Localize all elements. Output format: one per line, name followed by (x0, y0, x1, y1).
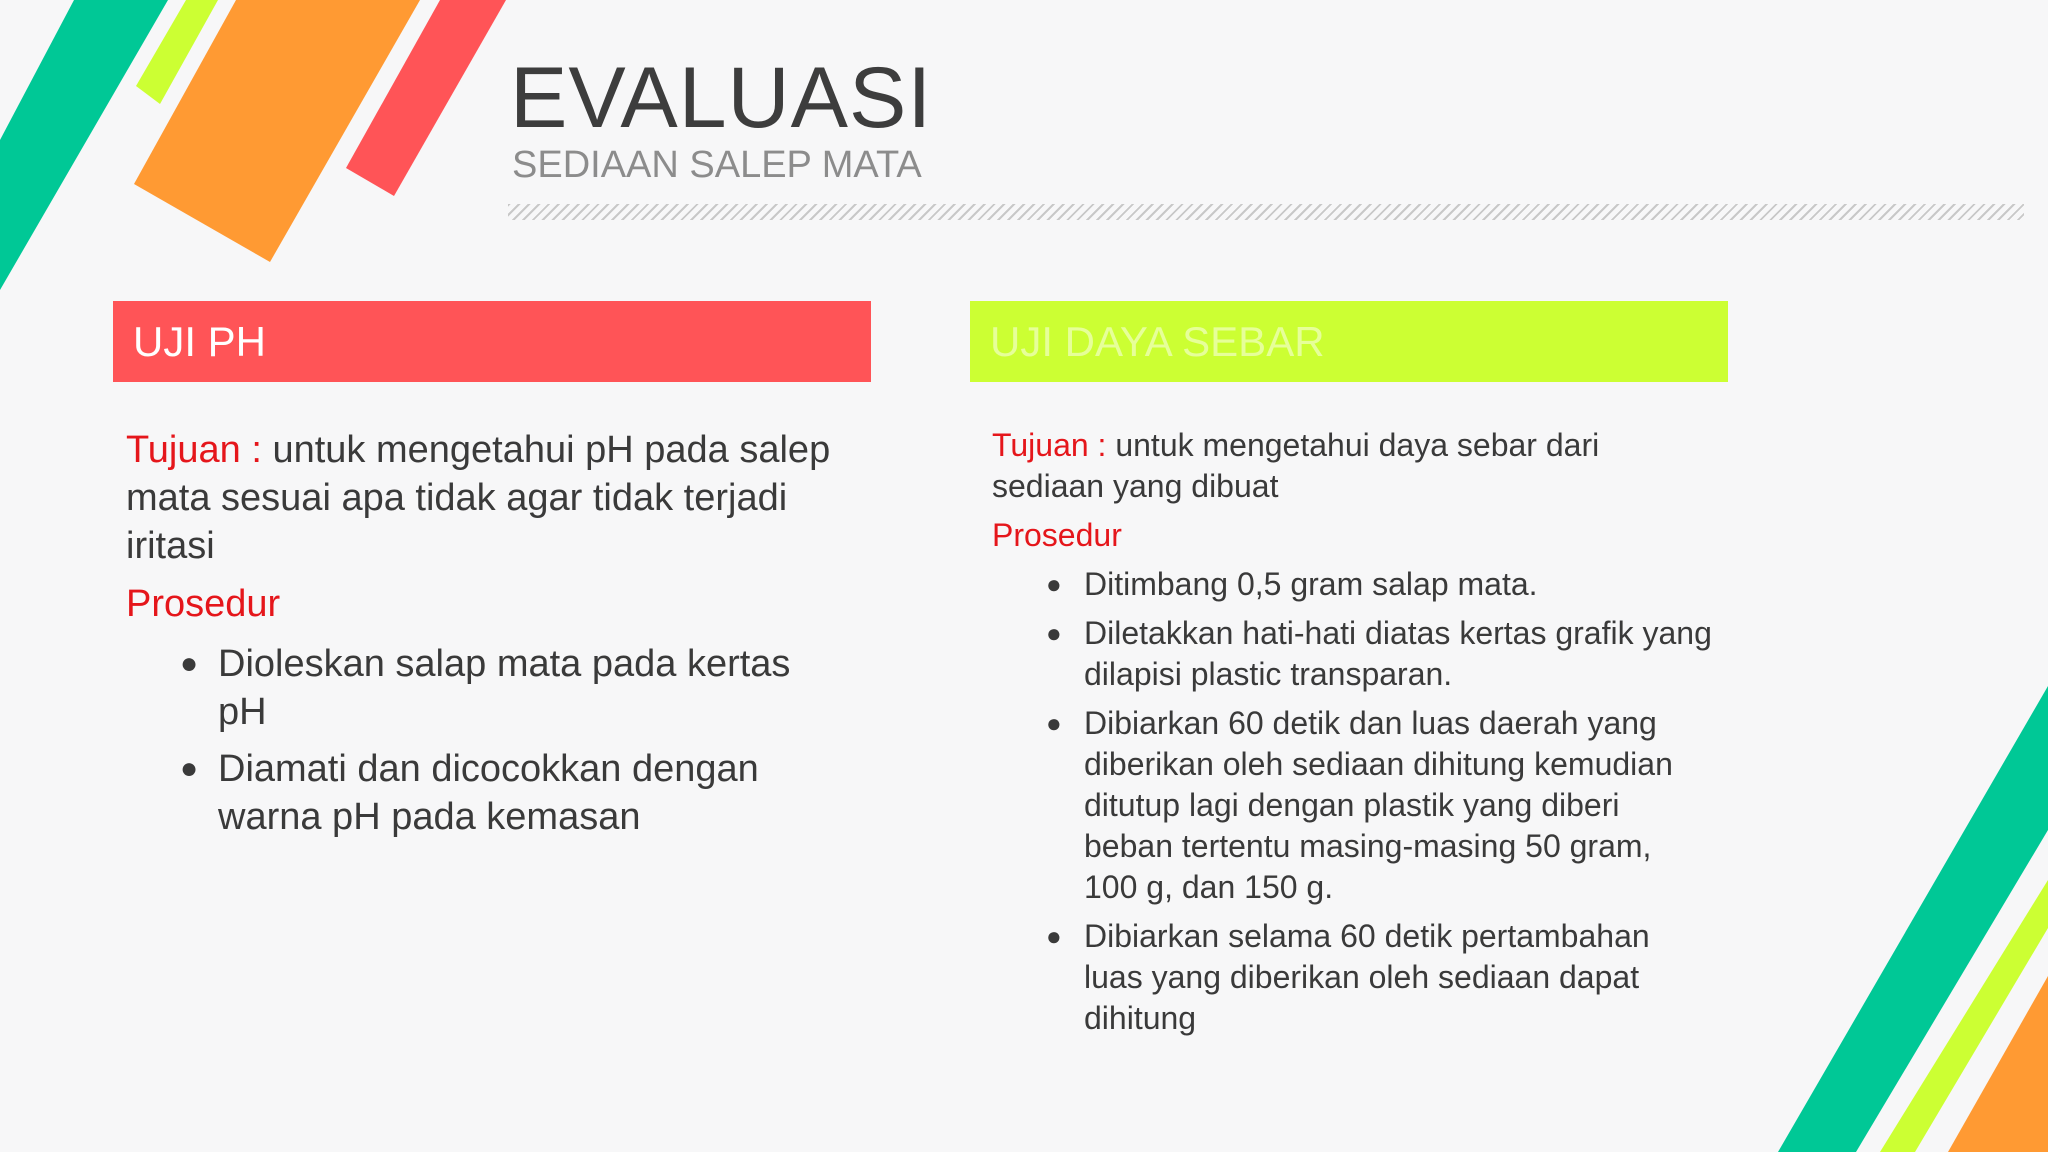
uji-ph-header: UJI PH (113, 301, 871, 382)
stripe-teal-top (0, 0, 168, 290)
list-item (992, 916, 1712, 1039)
bullet-icon: ● (1046, 708, 1062, 738)
tujuan-text: untuk mengetahui daya sebar dari sediaan yang dibuat (992, 427, 1600, 504)
prosedur-heading: Prosedur (126, 583, 281, 625)
list-item-text: Dibiarkan 60 detik dan luas daerah yang diberikan oleh sediaan dihitung kemudian ditutup lagi dengan plastik yang diberi beban tertentu masing-masing 50 gram, 100 g, dan 150 g. (1084, 705, 1673, 905)
uji-daya-sebar-content (992, 425, 1712, 1039)
prosedur-list (126, 640, 846, 841)
bullet-icon: ● (1046, 921, 1062, 951)
list-item (992, 564, 1712, 605)
prosedur-heading: Prosedur (992, 517, 1122, 553)
tujuan-paragraph (126, 426, 846, 570)
list-item-text: Diamati dan dicocokkan dengan warna pH pada kemasan (218, 748, 759, 838)
tujuan-paragraph (992, 425, 1712, 507)
bullet-icon: ● (1046, 618, 1062, 648)
tujuan-label: Tujuan : (992, 427, 1107, 463)
uji-daya-sebar-header: UJI DAYA SEBAR (970, 301, 1728, 382)
uji-ph-content (126, 426, 846, 841)
list-item-text: Dioleskan salap mata pada kertas pH (218, 643, 791, 733)
list-item (992, 703, 1712, 908)
list-item (126, 640, 846, 736)
page-title: EVALUASI (510, 50, 933, 146)
hatch-divider (508, 204, 2024, 220)
prosedur-list (992, 564, 1712, 1039)
tujuan-label: Tujuan : (126, 429, 262, 471)
list-item (126, 745, 846, 841)
bullet-icon: ● (1046, 569, 1062, 599)
list-item-text: Ditimbang 0,5 gram salap mata. (1084, 566, 1538, 602)
list-item-text: Diletakkan hati-hati diatas kertas grafik yang dilapisi plastic transparan. (1084, 615, 1712, 692)
tujuan-text: untuk mengetahui pH pada salep mata sesuai apa tidak agar tidak terjadi iritasi (126, 429, 831, 567)
list-item (992, 613, 1712, 695)
bullet-icon: ● (180, 752, 199, 785)
bullet-icon: ● (180, 647, 199, 680)
page-subtitle: SEDIAAN SALEP MATA (512, 144, 922, 186)
list-item-text: Dibiarkan selama 60 detik pertambahan luas yang diberikan oleh sediaan dapat dihitung (1084, 918, 1650, 1036)
